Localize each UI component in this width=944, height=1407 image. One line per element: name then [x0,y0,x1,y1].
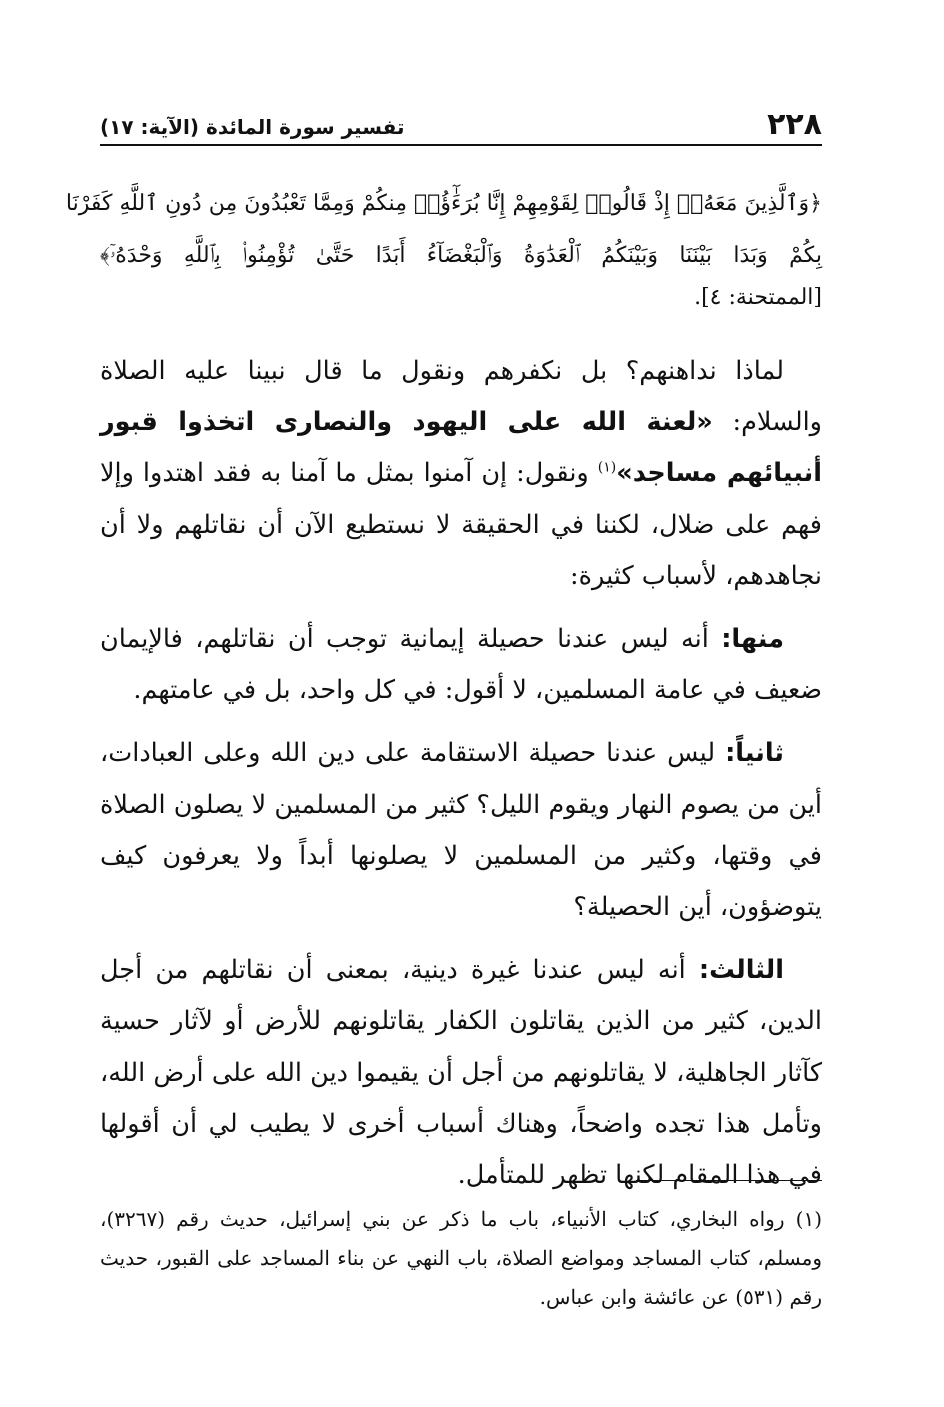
running-header [100,108,822,146]
paragraph-4-text: أنه ليس عندنا غيرة دينية، بمعنى أن نقاتلهم من أجل الدين، كثير من الذين يقاتلون الكفار يقاتلونهم للأرض أو لآثار حسية كآثار الجاهلية، لا يقاتلونهم من أجل أن يقيموا دين الله على أرض الله، وتأمل هذا تجده واضحاً، وهناك أسباب أخرى لا يطيب لي أن أقولها في هذا المقام لكنها تظهر للمتأمل. [100,955,822,1191]
paragraph-4-lead: الثالث: [698,955,784,986]
paragraph-3 [100,728,822,933]
running-title: تفسير سورة المائدة (الآية: ١٧) [100,115,405,139]
footnotes [100,1200,822,1317]
hadith-quote: «لعنة الله على اليهود والنصارى اتخذوا قبور أنبيائهم مساجد» [100,407,822,489]
quran-verse [65,178,822,282]
paragraph-3-lead: ثانياً: [725,738,784,769]
paragraph-1-text-b: ونقول: إن آمنوا بمثل ما آمنا به فقد اهتدوا وإلا فهم على ضلال، لكننا في الحقيقة لا نستطيع الآن أن نقاتلهم ولا أن نجاهدهم، لأسباب كثيرة: [100,458,822,591]
paragraph-4 [100,945,822,1201]
page-number: ٢٢٨ [767,107,822,142]
book-page [65,0,823,1407]
paragraph-2-lead: منها: [721,624,784,655]
paragraph-1-text-a: لماذا نداهنهم؟ بل نكفرهم ونقول ما قال نبينا عليه الصلاة والسلام: [100,356,822,438]
quran-line-1: ﴿وَٱلَّذِينَ مَعَهُۥٓ إِذْ قَالُوا۟ لِقَوْمِهِمْ إِنَّا بُرَءَٰٓؤُا۟ مِنكُمْ وَمِمَّا تَعْبُدُونَ مِن دُونِ ٱللَّهِ كَفَرْنَا [65,191,822,216]
paragraph-1 [100,346,822,602]
paragraph-2 [100,614,822,716]
footnote-ref-1[interactable]: (١) [597,459,617,476]
footnote-1: (١) رواه البخاري، كتاب الأنبياء، باب ما ذكر عن بني إسرائيل، حديث رقم (٣٢٦٧)، ومسلم، كتاب المساجد ومواضع الصلاة، باب النهي عن بناء المساجد على القبور، حديث رقم (٥٣١) عن عائشة وابن عباس. [100,1207,823,1309]
main-text [65,178,822,1201]
paragraph-2-text: أنه ليس عندنا حصيلة إيمانية توجب أن نقاتلهم، فالإيمان ضعيف في عامة المسلمين، لا أقول: في كل واحد، بل في عامتهم. [100,624,822,706]
footnote-separator [636,1180,822,1181]
quran-line-2: بِكُمْ وَبَدَا بَيْنَنَا وَبَيْنَكُمُ ٱلْعَدَٰوَةُ وَٱلْبَغْضَآءُ أَبَدًا حَتَّىٰ تُؤْمِنُوا۟ بِٱللَّهِ وَحْدَهُۥٓ﴾ [100,243,822,268]
verse-citation: [الممتحنة: ٤]. [694,285,822,310]
paragraph-3-text: ليس عندنا حصيلة الاستقامة على دين الله وعلى العبادات، أين من يصوم النهار ويقوم الليل؟ كثير من المسلمين لا يصلون الصلاة في وقتها، وكثير من المسلمين لا يصلونها أبداً ولا يعرفون كيف يتوضؤون، أين الحصيلة؟ [100,738,822,923]
